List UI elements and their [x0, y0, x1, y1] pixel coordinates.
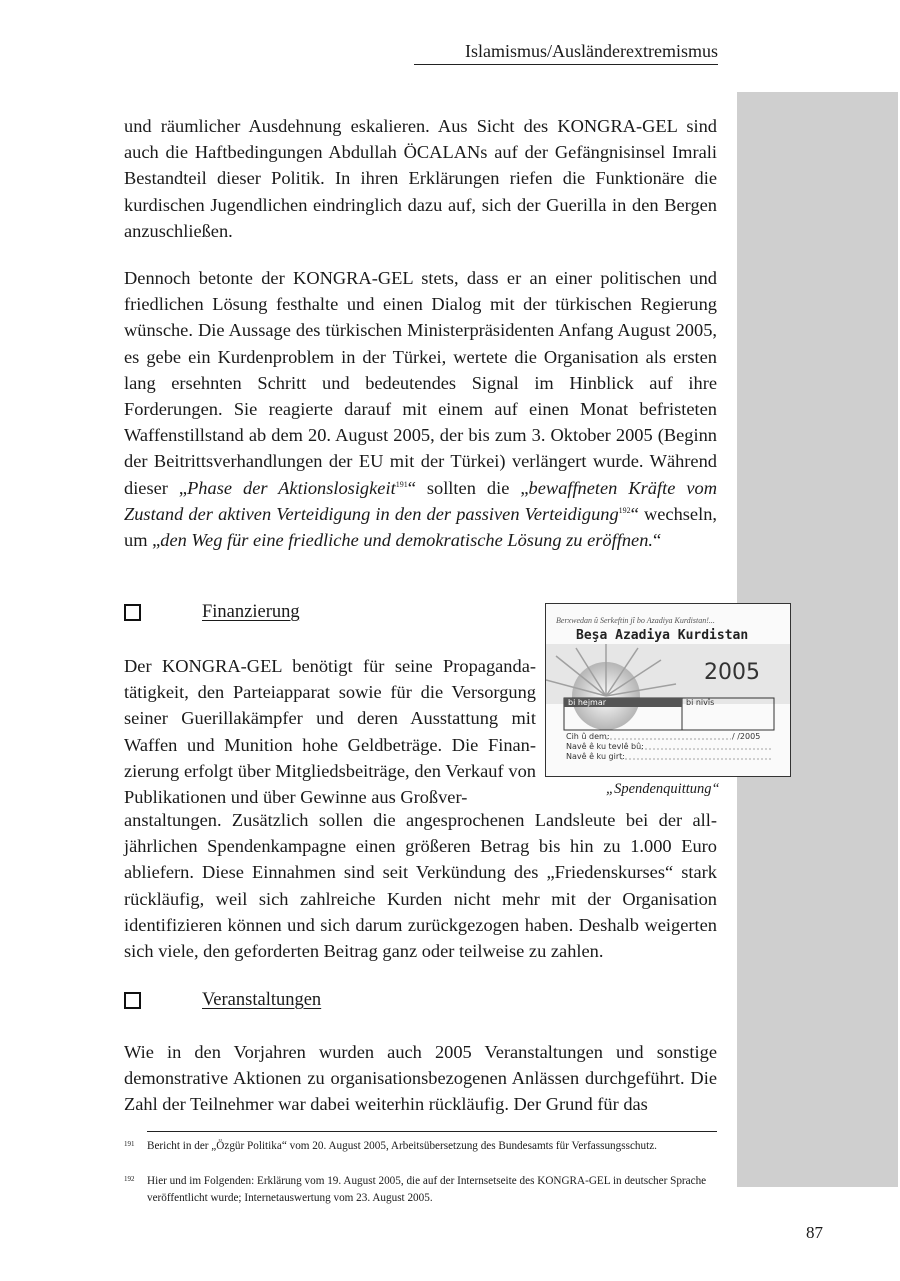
paragraph-2-text-b-group	[396, 478, 529, 498]
paragraph-4: Wie in den Vorjahren wurden auch 2005 Veranstaltungen und sonstige demonstrative Aktionen zu organisationsbezogenen Anlässen durchgeführt. Die Zahl der Teilnehmer war dabei weiterhin rückläufig. Der Grund für das	[124, 1042, 717, 1115]
paragraph-3-beside-image: Der KONGRA-GEL benötigt für seine Propagandatätigkeit, den Parteiapparat sowie für die Versorgung seiner Guerillakämpfer und deren Ausstattung mit Waffen und Munition hohe Geldbeträge. Die Finanzierung erfolgt über Mitgliedsbeiträge, den Verkauf von Publikationen und über Gewinne aus Großver-	[124, 656, 536, 808]
running-head: Islamismus/Ausländerextremismus	[414, 38, 718, 65]
quote-weg: den Weg für eine friedliche und demokratische Lösung zu eröffnen.	[160, 530, 653, 551]
footnote-191	[124, 1138, 717, 1155]
paragraph-2-text-a: Dennoch betonte der KONGRA-GEL stets, dass er an einer politischen und friedlichen Lösung festhalte und einen Dialog mit der türkischen Regierung wünsche. Die Aussage des türkischen Ministerpräsidenten Anfang August 2005, es gebe ein Kurdenproblem in der Türkei, wertete die Organisation als ersten lang ersehnten Schritt und bedeutendes Signal im Hinblick auf ihre Forderungen. Sie reagierte darauf mit einem auf einen Monat befristeten Waffenstillstand ab dem 20. August 2005, der bis zum 3. Oktober 2005 (Beginn der Beitrittsverhandlungen der EU mit der Türkei) verlängert wurde. Während dieser „	[124, 268, 717, 498]
heading-label: Finanzierung	[202, 602, 300, 622]
field-nave-tevle-bu: Navê ê ku tevlê bû:	[566, 742, 644, 751]
footnote-number: 192	[124, 1175, 135, 1183]
field-date-suffix: / /2005	[732, 732, 761, 741]
footnote-ref-191[interactable]: 191	[395, 479, 408, 489]
field-nave-girt: Navê ê ku girt:	[566, 752, 625, 761]
quote-phase: Phase der Aktionslosigkeit	[187, 477, 396, 498]
footnote-number: 191	[124, 1140, 135, 1148]
page-number: 87	[806, 1223, 823, 1242]
paragraph-2-text-b: “ sollten die „	[407, 477, 529, 498]
field-bi-hejmar: bi hejmar	[568, 698, 607, 707]
paragraph-3-continued: anstaltungen. Zusätzlich sollen die angesprochenen Landsleute bei der alljährlichen Spendenkampagne einen größeren Betrag bis hin zu 1.000 Euro abliefern. Diese Einnahmen sind seit Verkündung des „Friedenskurses“ stark rückläufig, weil sich zahlreiche Kurden nicht mehr mit der Organisation identifizieren können und sich darum zurückgezogen haben. Deshalb weigerten sich viele, den geforderten Beitrag ganz oder teilweise zu zahlen.	[124, 810, 717, 962]
footnote-192	[124, 1173, 717, 1206]
checkbox-square-icon	[124, 992, 141, 1009]
paragraph-2-text-c: “ wechseln, um „	[124, 503, 717, 551]
field-bi-nivis: bi nivîs	[686, 698, 715, 707]
footnote-divider	[147, 1131, 717, 1132]
section-heading-veranstaltungen	[124, 986, 524, 1014]
receipt-year: 2005	[704, 660, 760, 685]
section-heading-finanzierung	[124, 598, 524, 626]
quote-kraefte: bewaffneten Kräfte vom Zustand der aktiven Verteidigung in den der passiven Verteidigung	[124, 477, 718, 524]
paragraph-1: und räumlicher Ausdehnung eskalieren. Aus Sicht des KONGRA-GEL sind auch die Haftbedingungen Abdullah ÖCALANs auf der Gefängnisinsel Imrali Bestandteil dieser Politik. In ihren Erklärungen riefen die Funktionäre die kurdischen Jugendlichen eindringlich dazu auf, sich der Guerilla in den Bergen anzuschließen.	[124, 116, 717, 241]
receipt-top-line: Berxwedan û Serkeftin jî bo Azadiya Kurdistan!...	[556, 616, 715, 625]
paragraph-2	[124, 265, 717, 553]
field-cih-u-dem: Cih û dem:	[566, 732, 610, 741]
footnote-ref-192[interactable]: 192	[618, 505, 631, 515]
receipt-title: Beşa Azadiya Kurdistan	[576, 628, 749, 643]
donation-receipt-image	[545, 603, 791, 777]
footnote-text: Bericht in der „Özgür Politika“ vom 20. August 2005, Arbeitsübersetzung des Bundesamts für Verfassungsschutz.	[147, 1140, 657, 1152]
heading-label: Veranstaltungen	[202, 990, 322, 1010]
paragraph-2-text-d: “	[653, 530, 662, 551]
checkbox-square-icon	[124, 604, 141, 621]
footnote-text: Hier und im Folgenden: Erklärung vom 19. August 2005, die auf der Internsetseite des KONGRA-GEL in deutscher Sprache veröffentlicht wurde; Internetauswertung vom 23. August 2005.	[147, 1175, 707, 1204]
image-caption: „Spendenquittung“	[606, 781, 720, 797]
